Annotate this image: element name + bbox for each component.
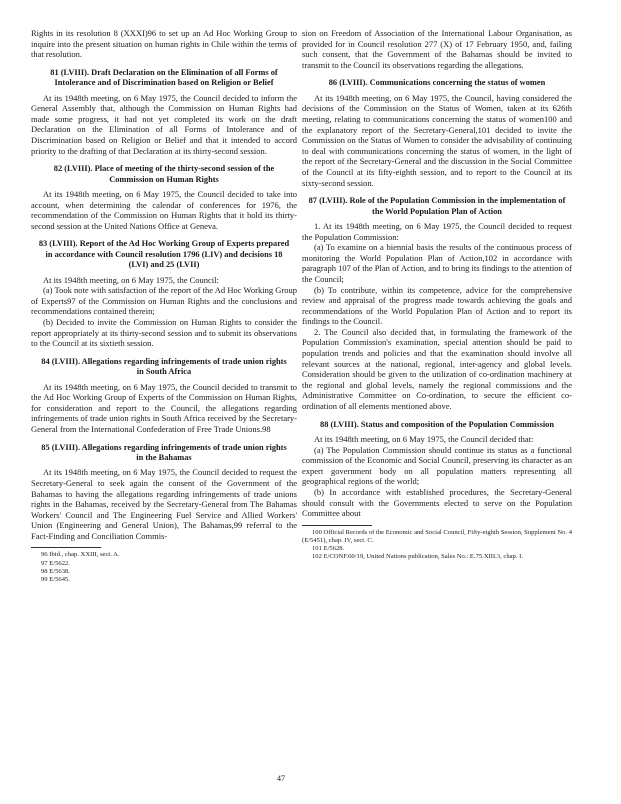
paragraph: At its 1948th meeting, on 6 May 1975, the Council decided to request the Secretary-General to seek again the consent of the Government of the Bahamas to having the allegations regarding infringements of trade unions rights in the Bahamas, received by the Secretary-General from The Bahamas Workers' Council and The Engineering Fuel Service and Allied Workers' Union (Engineering and General Union), The Bahamas,99 referral to the Fact-Finding and Conciliation Commis- bbox=[31, 467, 297, 541]
footnote: 102 E/CONF.60/19, United Nations publication, Sales No.: E.75.XIII.3, chap. I. bbox=[312, 553, 523, 561]
section-heading-83: 83 (LVIII). Report of the Ad Hoc Working Group of Experts prepared in accordance with Council resolution 1796 (LIV) and decisions 18 (LVI) and 25 (LVII) bbox=[38, 239, 290, 270]
paragraph: Rights in its resolution 8 (XXXI)96 to set up an Ad Hoc Working Group to inquire into the present situation on human rights in Chile within the terms of that resolution. bbox=[31, 28, 297, 60]
paragraph: At its 1948th meeting, on 6 May 1975, the Council: bbox=[43, 274, 219, 285]
paragraph: At its 1948th meeting, on 6 May 1975, the Council decided to take into account, when determining the calendar of conferences for 1976, the recommendation of the Commission on Human Rights that it hold its thirty-second session at the United Nations Office at Geneva. bbox=[31, 188, 297, 231]
paragraph: At its 1948th meeting, on 6 May 1975, the Council decided to inform the General Assembly that, although the Commission on Human Rights had made some progress, it had not yet completed its work on the draft Declaration on the Elimination of all Forms of Intolerance and of Discrimination based on Religion or Belief and that it intended to accord priority to the drafting of that Declaration at its thirty-second session. bbox=[31, 92, 297, 156]
paragraph: At its 1948th meeting, on 6 May 1975, the Council decided that: bbox=[314, 434, 534, 445]
paragraph: (a) The Population Commission should continue its status as a functional commission of the Economic and Social Council, preserving its character as an expert government body on all population matters representing all geographical regions of the world; bbox=[302, 444, 572, 487]
paragraph: (a) To examine on a biennial basis the results of the continuous process of monitoring the World Population Plan of Action,102 in accordance with paragraph 107 of the Plan of Action, and to bring its findings to the attention of the Council; bbox=[302, 242, 572, 284]
paragraph: (b) In accordance with established procedures, the Secretary-General should consult with the Governments elected to serve on the Population Committee about bbox=[302, 487, 572, 519]
paragraph: At its 1948th meeting, on 6 May 1975, the Council decided to transmit to the Ad Hoc Working Group of Experts of the Commission on Human Rights, for consideration and report to the Council, the allegations regarding infringements of trade union rights in South Africa received by the Secretary-General from the International Confederation of Free Trade Unions.98 bbox=[31, 381, 297, 434]
section-heading-87: 87 (LVIII). Role of the Population Commission in the implementation of the World Population Plan of Action bbox=[308, 196, 566, 216]
section-heading-85: 85 (LVIII). Allegations regarding infringements of trade union rights in the Bahamas bbox=[41, 442, 287, 462]
page-number: 47 bbox=[277, 774, 285, 783]
section-heading-84: 84 (LVIII). Allegations regarding infringements of trade union rights in South Africa bbox=[41, 356, 287, 377]
paragraph: (b) Decided to invite the Commission on Human Rights to consider the report appropriately at its thirty-second session and to submit its observations to the Council at its sixtieth session. bbox=[31, 316, 297, 349]
section-heading-86: 86 (LVIII). Communications concerning the status of women bbox=[328, 78, 546, 88]
paragraph: (b) To contribute, within its competence, advice for the comprehensive review and appraisal of the progress made towards achieving the goals and recommendations of the World Population Plan of Action and to report its findings to the Council. bbox=[302, 284, 572, 327]
footnote: 96 Ibid., chap. XXIII, sect. A. bbox=[41, 551, 120, 559]
footnote: 98 E/5638. bbox=[41, 567, 70, 575]
paragraph: (a) Took note with satisfaction of the report of the Ad Hoc Working Group of Experts97 of the Commission on Human Rights and the conclusions and recommendations contained therein; bbox=[31, 285, 297, 317]
paragraph: 2. The Council also decided that, in formulating the framework of the Population Commission's examination, special attention should be paid to population trends and policies and that the examination should involve all relevant sources at the national, regional, inter-agency and global levels. Consideration should be given to the utilization of co-ordination machinery at the regional and global levels, namely the regional commissions and the Administrative Committee on Co-ordination, to secure the efficient co-ordination of all elements mentioned above. bbox=[302, 326, 572, 412]
footnote: 101 E/5628. bbox=[312, 545, 345, 553]
section-heading-81: 81 (LVIII). Draft Declaration on the Elimination of all Forms of Intolerance and of Discrimination based on Religion or Belief bbox=[50, 67, 278, 88]
footnote: 97 E/5622. bbox=[41, 559, 70, 567]
section-heading-88: 88 (LVIII). Status and composition of the Population Commission bbox=[320, 419, 554, 429]
section-heading-82: 82 (LVIII). Place of meeting of the thirty-second session of the Commission on Human Rights bbox=[53, 164, 275, 184]
paragraph: At its 1948th meeting, on 6 May 1975, the Council, having considered the decisions of the Commission on the Status of Women, taken at its 626th meeting, relating to communications concerning the status of women100 and the explanatory report of the Secretary-General,101 decided to invite the Commission on the Status of Women to consider the advisability of continuing to deal with communications concerning the status of women, in the light of the report of the Secretary-General and the discussion in the Social Committee of the Council at its fifty-eighth session, and to report to the Council at its sixty-second session. bbox=[302, 92, 572, 188]
footnote: 100 Official Records of the Economic and Social Council, Fifty-eighth Session, Supplement No. 4 (E/5451), chap. IV, sect. C. bbox=[302, 528, 572, 544]
footnote: 99 E/5645. bbox=[41, 576, 70, 584]
left-column bbox=[31, 28, 297, 584]
footnote-divider bbox=[302, 525, 372, 526]
right-column bbox=[302, 28, 572, 562]
paragraph: 1. At its 1948th meeting, on 6 May 1975, the Council decided to request the Population Commission: bbox=[302, 220, 572, 242]
paragraph: sion on Freedom of Association of the International Labour Organisation, as provided for in Council resolution 277 (X) of 17 February 1950, and, failing such consent, that the Government of the Bahamas should be invited to transmit to the Council its observations regarding the allegations. bbox=[302, 28, 572, 70]
footnote-divider bbox=[31, 547, 101, 548]
